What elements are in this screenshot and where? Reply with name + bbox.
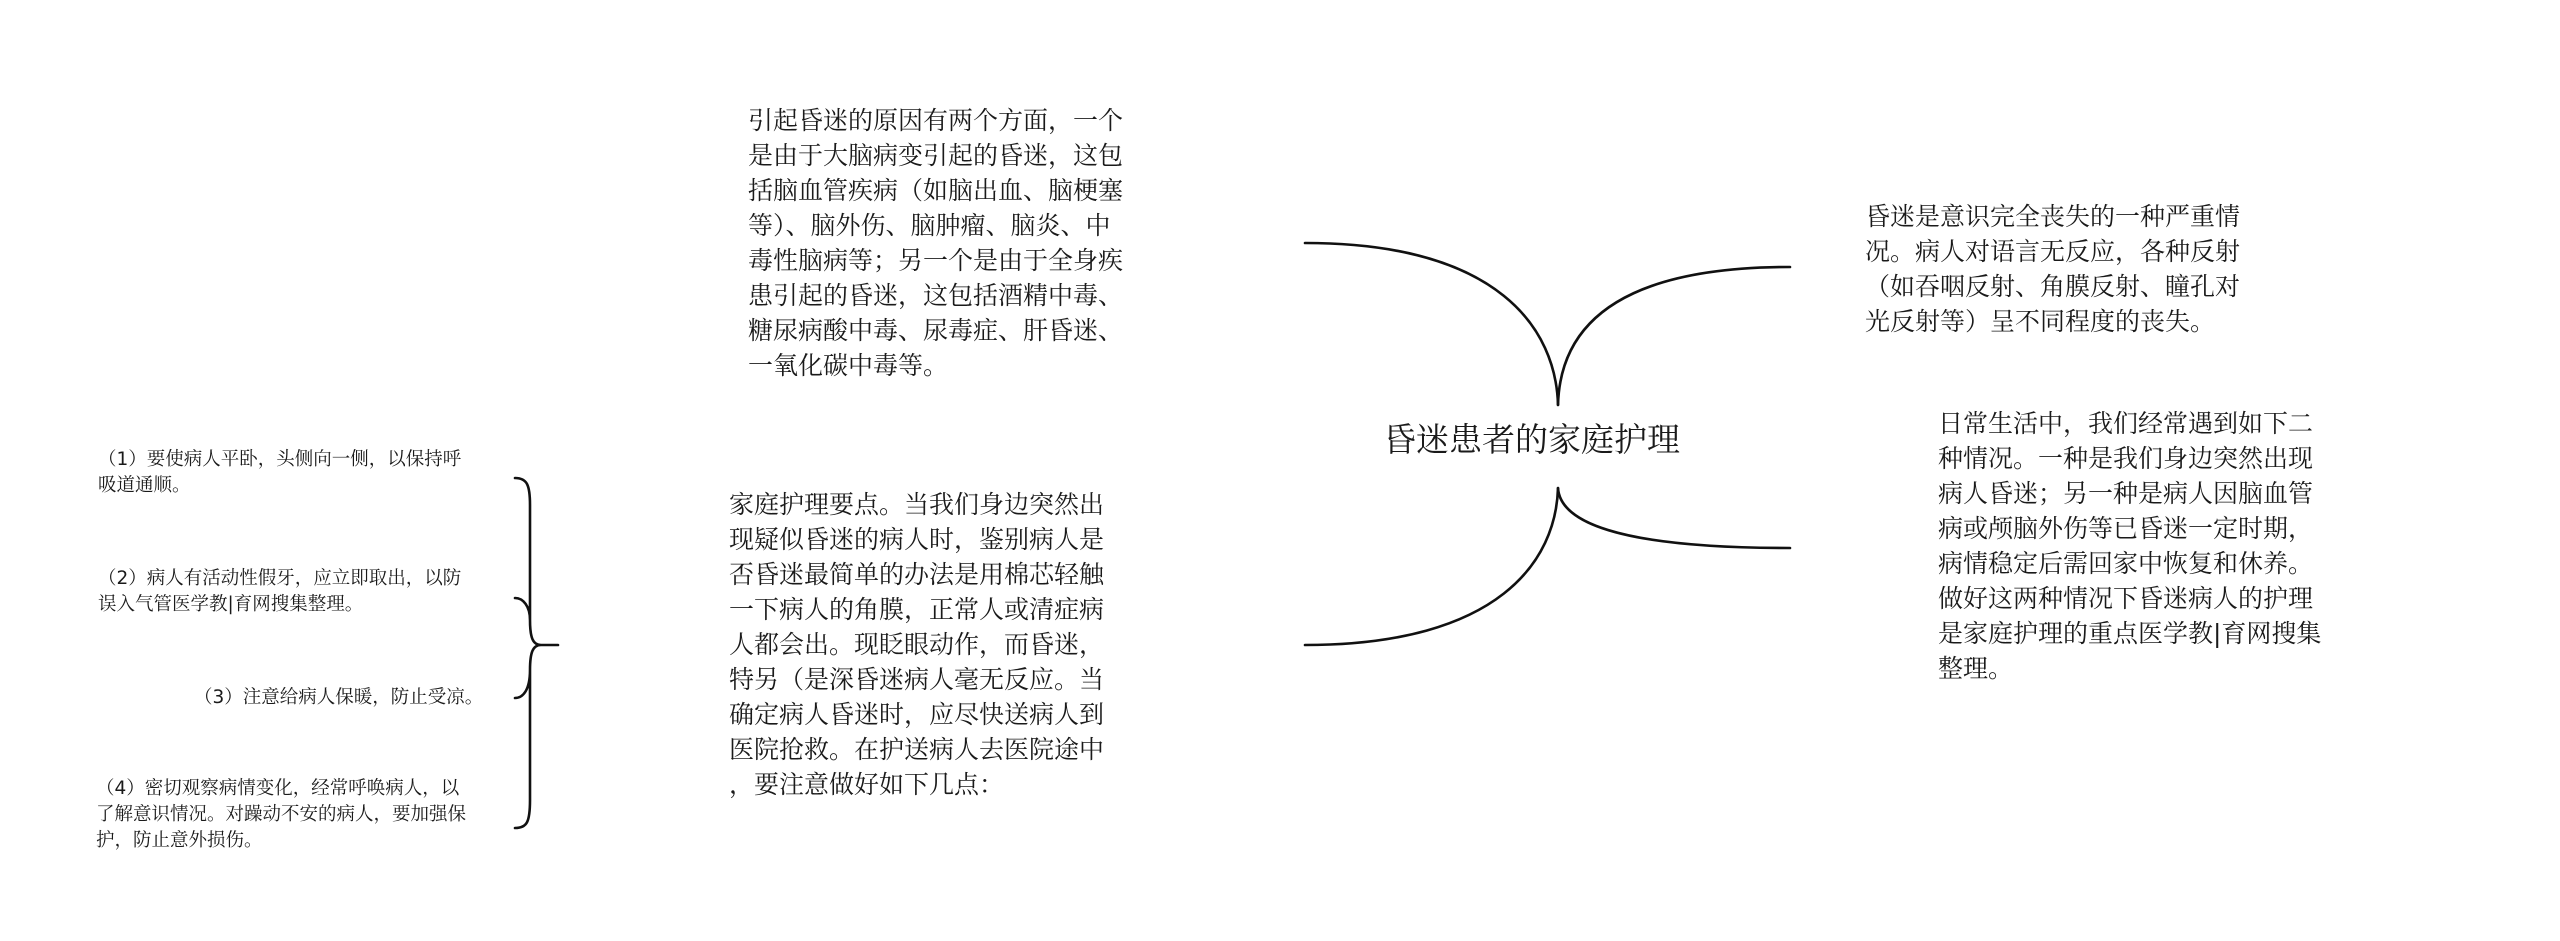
subpoints-bracket: [515, 478, 558, 828]
connector-root-to-definition: [1558, 267, 1790, 405]
branch-definition[interactable]: 昏迷是意识完全丧失的一种严重情 况。病人对语言无反应，各种反射 （如吞咽反射、角膜反射、瞳孔对 光反射等）呈不同程度的丧失。: [1865, 202, 2241, 336]
central-topic[interactable]: 昏迷患者的家庭护理: [1383, 420, 1680, 459]
sub-point-1[interactable]: （1）要使病人平卧，头侧向一侧，以保持呼 吸道通顺。: [98, 449, 462, 496]
sub-point-3[interactable]: （3）注意给病人保暖，防止受凉。: [194, 687, 484, 708]
branch-situations[interactable]: 日常生活中，我们经常遇到如下二 种情况。一种是我们身边突然出现 病人昏迷；另一种是病人因脑血管 病或颅脑外伤等已昏迷一定时期， 病情稳定后需回家中恢复和休养。 做好这两种情况下昏迷病人的护理 是家庭护理的重点医学教|育网搜集 整理。: [1938, 409, 2322, 683]
sub-point-4[interactable]: （4）密切观察病情变化，经常呼唤病人，以 了解意识情况。对躁动不安的病人，要加强保 护，防止意外损伤。: [96, 778, 467, 851]
connector-root-to-situations: [1558, 488, 1790, 548]
branch-causes[interactable]: 引起昏迷的原因有两个方面，一个 是由于大脑病变引起的昏迷，这包 括脑血管疾病（如脑出血、脑梗塞 等）、脑外伤、脑肿瘤、脑炎、中 毒性脑病等；另一个是由于全身疾 患引起的昏迷，这包括酒精中毒、 糖尿病酸中毒、尿毒症、肝昏迷、 一氧化碳中毒等。: [748, 106, 1124, 380]
connector-root-to-keypoints: [1305, 488, 1558, 645]
sub-point-2[interactable]: （2）病人有活动性假牙，应立即取出，以防 误入气管医学教|育网搜集整理。: [98, 568, 462, 615]
branch-key-points[interactable]: 家庭护理要点。当我们身边突然出 现疑似昏迷的病人时，鉴别病人是 否昏迷最简单的办法是用棉芯轻触 一下病人的角膜，正常人或清症病 人都会出。现眨眼动作，而昏迷， 特另（是深昏迷病人毫无反应。当 确定病人昏迷时，应尽快送病人到 医院抢救。在护送病人去医院途中 ，要注意做好如下几点：: [729, 490, 1105, 799]
connector-root-to-causes: [1305, 243, 1558, 405]
